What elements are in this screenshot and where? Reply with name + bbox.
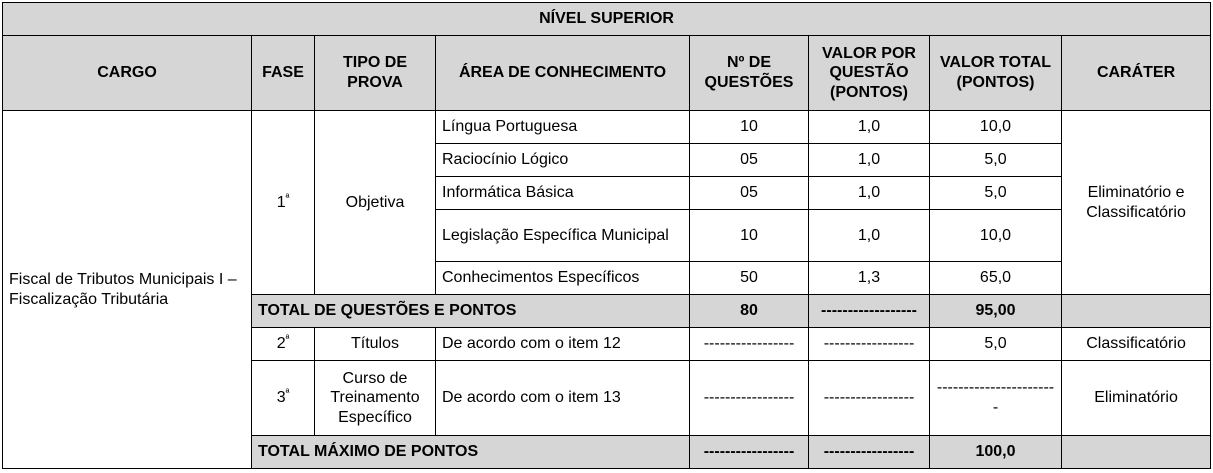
phase1-total-valor: ------------------ — [809, 295, 930, 328]
fase-cell-3: $3^ª$ — [252, 361, 315, 436]
area-cell: Língua Portuguesa — [436, 111, 690, 144]
total-cell: 5,0 — [930, 177, 1062, 210]
header-valor-questao: VALOR POR QUESTÃO (PONTOS) — [809, 36, 930, 111]
header-row — [3, 36, 1211, 111]
fase-cell-1: $1^ª$ — [252, 111, 315, 295]
area-cell: Raciocínio Lógico — [436, 144, 690, 177]
area-cell: Legislação Específica Municipal — [436, 210, 690, 262]
exam-table — [2, 2, 1211, 469]
area-cell: Informática Básica — [436, 177, 690, 210]
valor-cell: ----------------- — [809, 328, 930, 361]
phase1-total-pontos: 95,00 — [930, 295, 1062, 328]
grand-total-pontos: 100,0 — [930, 436, 1062, 469]
tipo-cell-2: Títulos — [315, 328, 436, 361]
total-cell: ----------------------- — [930, 361, 1062, 436]
header-fase: FASE — [252, 36, 315, 111]
table-title: NÍVEL SUPERIOR — [3, 3, 1211, 36]
questoes-cell: 05 — [690, 177, 809, 210]
phase1-total-questoes: 80 — [690, 295, 809, 328]
header-valor-total: VALOR TOTAL (PONTOS) — [930, 36, 1062, 111]
grand-total-carater — [1062, 436, 1211, 469]
questoes-cell: 10 — [690, 111, 809, 144]
questoes-cell: ----------------- — [690, 328, 809, 361]
tipo-cell-1: Objetiva — [315, 111, 436, 295]
header-area: ÁREA DE CONHECIMENTO — [436, 36, 690, 111]
questoes-cell: 50 — [690, 262, 809, 295]
table-row — [3, 111, 1211, 144]
header-cargo: CARGO — [3, 36, 252, 111]
header-n-questoes: Nº DE QUESTÕES — [690, 36, 809, 111]
title-row — [3, 3, 1211, 36]
area-cell: De acordo com o item 12 — [436, 328, 690, 361]
total-cell: 5,0 — [930, 328, 1062, 361]
questoes-cell: 10 — [690, 210, 809, 262]
grand-total-questoes: ----------------- — [690, 436, 809, 469]
total-cell: 5,0 — [930, 144, 1062, 177]
total-cell: 10,0 — [930, 111, 1062, 144]
tipo-cell-3: Curso de Treinamento Específico — [315, 361, 436, 436]
phase1-total-label: TOTAL DE QUESTÕES E PONTOS — [252, 295, 690, 328]
grand-total-valor: ----------------- — [809, 436, 930, 469]
carater-cell-2: Classificatório — [1062, 328, 1211, 361]
cargo-cell: Fiscal de Tributos Municipais I – Fiscalização Tributária — [3, 111, 252, 469]
fase-cell-2: $2^ª$ — [252, 328, 315, 361]
header-carater: CARÁTER — [1062, 36, 1211, 111]
valor-cell: ----------------- — [809, 361, 930, 436]
questoes-cell: 05 — [690, 144, 809, 177]
total-cell: 10,0 — [930, 210, 1062, 262]
questoes-cell: ----------------- — [690, 361, 809, 436]
grand-total-label: TOTAL MÁXIMO DE PONTOS — [252, 436, 690, 469]
valor-cell: 1,0 — [809, 177, 930, 210]
area-cell: Conhecimentos Específicos — [436, 262, 690, 295]
header-tipo-prova: TIPO DE PROVA — [315, 36, 436, 111]
valor-cell: 1,0 — [809, 144, 930, 177]
valor-cell: 1,0 — [809, 111, 930, 144]
carater-cell-3: Eliminatório — [1062, 361, 1211, 436]
area-cell: De acordo com o item 13 — [436, 361, 690, 436]
carater-cell-1: Eliminatório e Classificatório — [1062, 111, 1211, 295]
valor-cell: 1,0 — [809, 210, 930, 262]
total-cell: 65,0 — [930, 262, 1062, 295]
phase1-total-carater — [1062, 295, 1211, 328]
valor-cell: 1,3 — [809, 262, 930, 295]
